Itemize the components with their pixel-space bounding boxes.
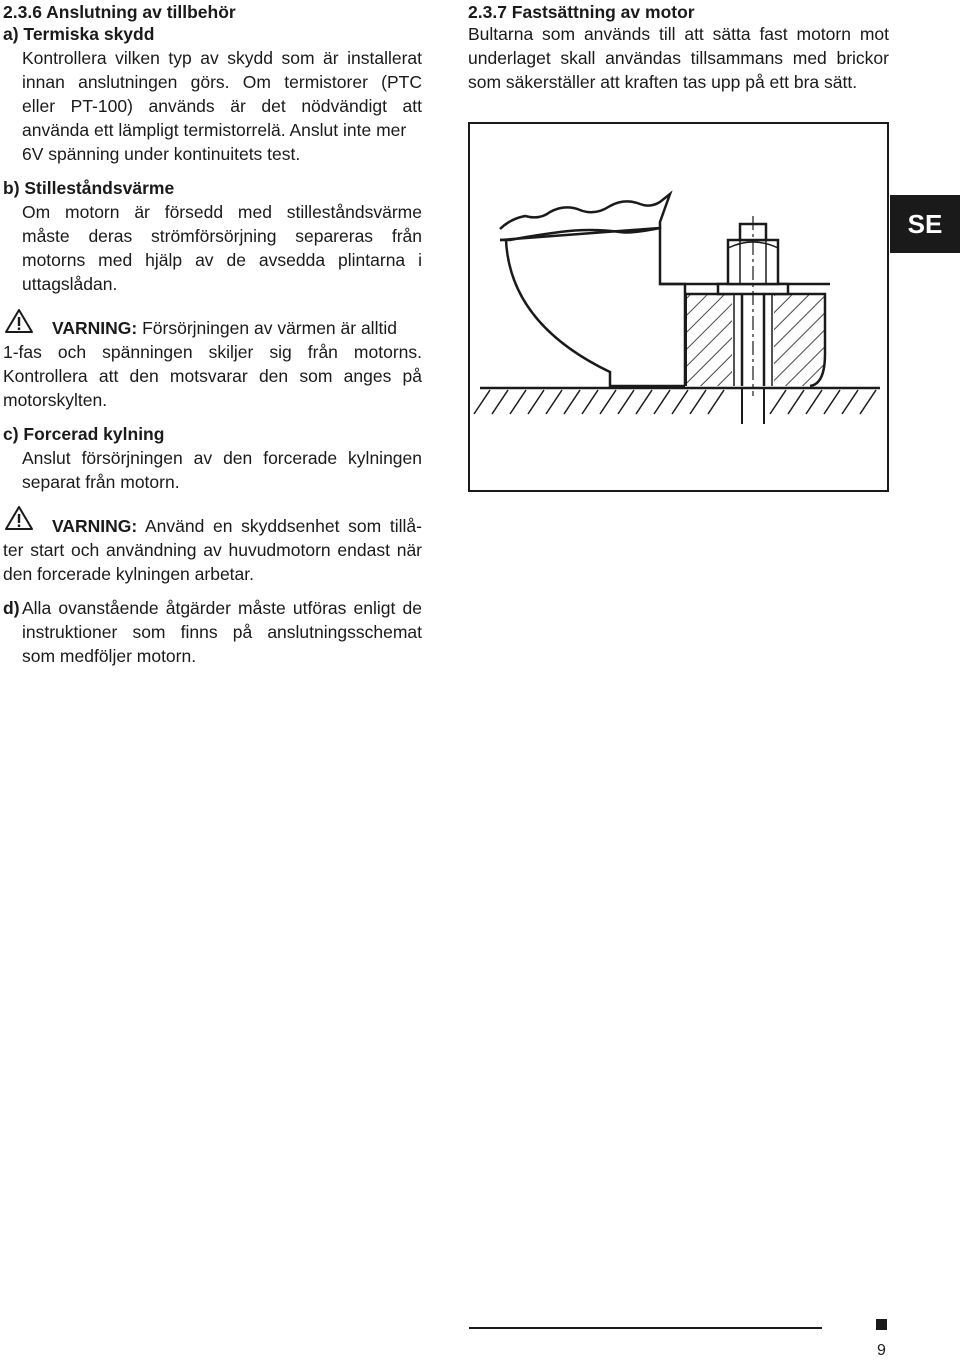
subsection-c-title: c) Forcerad kylning — [3, 424, 165, 444]
subsection-b-title: b) Stilleståndsvärme — [3, 178, 175, 198]
footer-rule — [469, 1327, 822, 1329]
warning-triangle-icon — [4, 308, 34, 334]
d-line-3: som medföljer motorn. — [22, 646, 197, 666]
d-line-2: instruktioner som finns på anslutningsschemat — [22, 622, 422, 642]
warning-2-first-line — [52, 514, 422, 538]
a-line-2: innan anslutningen görs. Om termistorer (PTC — [22, 72, 422, 92]
subsection-d-label: d) — [3, 598, 20, 618]
warning-1-first-line — [52, 316, 397, 340]
b-line-2: måste deras strömförsörjning separeras från — [22, 226, 422, 246]
warning-1-line-3: Kontrollera att den motsvarar den som anges på — [3, 366, 422, 386]
warning-2-text: Använd en skyddsenhet som tillå- — [144, 516, 422, 536]
right-line-3: som säkerställer att kraften tas upp på ett bra sätt. — [468, 72, 858, 92]
page-number: 9 — [877, 1342, 886, 1359]
a-line-3: eller PT-100) används är det nödvändigt att — [22, 96, 422, 116]
c-line-1: Anslut försörjningen av den forcerade kylningen — [22, 448, 422, 468]
language-tab: SE — [890, 195, 960, 253]
motor-foot-bolt-drawing — [470, 124, 887, 490]
right-line-2: underlaget skall användas tillsammans med brickor — [468, 48, 889, 68]
a-line-4: använda ett lämpligt termistorrelä. Anslut inte mer — [22, 120, 407, 140]
right-line-1: Bultarna som används till att sätta fast motorn mot — [468, 24, 889, 44]
b-line-1: Om motorn är försedd med stilleståndsvärme — [22, 202, 422, 222]
warning-2-label: VARNING: — [52, 516, 138, 536]
b-line-3: motorns med hjälp av de avsedda plintarna i — [22, 250, 422, 270]
warning-2-line-3: den forcerade kylningen arbetar. — [3, 564, 254, 584]
subsection-a-title: a) Termiska skydd — [3, 24, 155, 44]
b-line-4: uttagslådan. — [22, 274, 118, 294]
d-line-1: Alla ovanstående åtgärder måste utföras enligt de — [22, 598, 422, 618]
warning-2-line-2: ter start och användning av huvudmotorn endast när — [3, 540, 422, 560]
a-line-5: 6V spänning under kontinuitets test. — [22, 144, 301, 164]
warning-1-line-4: motorskylten. — [3, 390, 108, 410]
a-line-1: Kontrollera vilken typ av skydd som är installerat — [22, 48, 422, 68]
footer-square-marker — [876, 1319, 887, 1330]
c-line-2: separat från motorn. — [22, 472, 180, 492]
section-title-2-3-6: 2.3.6 Anslutning av tillbehör — [3, 2, 236, 22]
warning-1-text: Försörjningen av värmen är alltid — [142, 318, 397, 338]
warning-1-label: VARNING: — [52, 318, 138, 338]
motor-mounting-figure — [468, 122, 889, 492]
section-title-2-3-7: 2.3.7 Fastsättning av motor — [468, 2, 695, 22]
warning-triangle-icon-2 — [4, 505, 34, 531]
warning-1-line-2: 1-fas och spänningen skiljer sig från motorns. — [3, 342, 422, 362]
